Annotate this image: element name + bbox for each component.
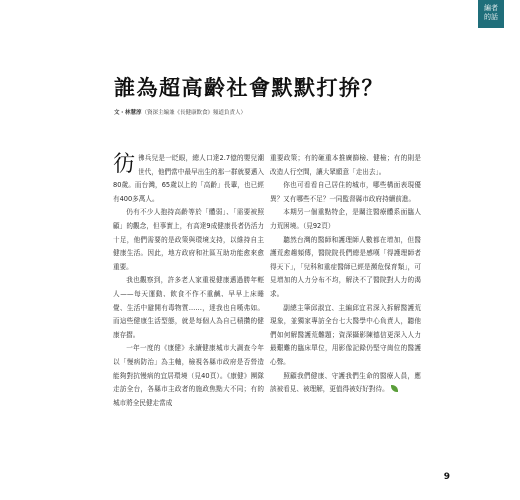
paragraph: 本期另一個重點特企，是關注醫療體系面臨人力荒困境。（見92頁） [270, 208, 421, 230]
leaf-icon [391, 385, 398, 392]
paragraph [270, 370, 421, 397]
paragraph-text: 彿兵兒是一眨眼，總人口達2.7億的嬰兒潮世代，他們當中最早出生的那一群就要邁入80歲。而台灣，65歲以上的「高齡」長輩，也已經有400多萬人。 [113, 154, 264, 203]
byline-author: 林慧淳 [125, 110, 142, 116]
section-tab-line2: 的話 [484, 13, 498, 21]
paragraph-text: 照顧我們健康、守護我們生命的醫療人員，應該被看見、被理解，更值得被好好對待。 [270, 371, 421, 394]
paragraph: 聽然台灣的醫師和護理師人數都在增加，但醫護荒愈趨頻傳，醫院院長們總是感嘆「得護理師者得天下」，「兒科和重症醫師已經是瀕危保育類」，可見增加的人力分布不均，解決不了醫院對人力的渴求。 [270, 235, 421, 298]
paragraph: 我也觀察到，許多老人家重視健康邁過勝年輕人——每天運動、飲食不作不重鹹、早早上床睡覺、生活中避開有毒物質……，達我也自嘆弗如。而這些健康生活型態，就是每個人為自己積攢的健康存摺。 [113, 276, 264, 339]
paragraph: 重要政策；有的砸重本推廣篩檢、健檢；有的則是改造人行空間，讓大眾願意「走出去」。 [270, 154, 421, 176]
page-number: 9 [443, 472, 450, 482]
byline-role: （資深主編兼《長健康飲食》頻道負責人） [141, 110, 247, 116]
paragraph: 副總主筆邱淑宜、主編邱宜君深入拆解醫護荒現象，並獨家專訪全台七大醫學中心負責人，聽他們如何解醫護荒難題；資深攝影陳德信更深入人力最艱難的臨床單位，用影像記錄仍堅守崗位的醫護心聲。 [270, 303, 421, 366]
drop-cap: 彷 [113, 152, 136, 177]
byline [114, 108, 246, 116]
section-tab [478, 0, 504, 28]
paragraph: 你也可看看自己居住的城市，哪些構面表現優異？又有哪些不足？一同監督縣市政府持續前進。 [270, 181, 421, 203]
paragraph [113, 152, 264, 206]
byline-prefix: 文・ [114, 110, 126, 116]
right-column [270, 152, 421, 397]
paragraph: 仍有不少人抱持高齡等於「體弱」、「需要被照顧」的觀念，但事實上，有高達9成健康長者仍活力十足，他們需要的是政策與環境支持，以維持自主健康生活。因此，地方政府和社區互助功能愈來愈重要。 [113, 208, 264, 271]
paragraph: 一年一度的《康健》永續健康城市大調查今年以「慢病防治」為主軸，檢視各縣市政府是否營造能夠對抗慢病的宜居環境（見40頁）。《康健》團隊走訪全台，各縣市主政者的施政焦點大不同；有的城市將全民健走當成 [113, 344, 264, 407]
section-tab-line1: 編者 [484, 4, 498, 12]
article-title: 誰為超高齡社會默默打拚？ [114, 76, 384, 100]
left-column [113, 152, 264, 410]
